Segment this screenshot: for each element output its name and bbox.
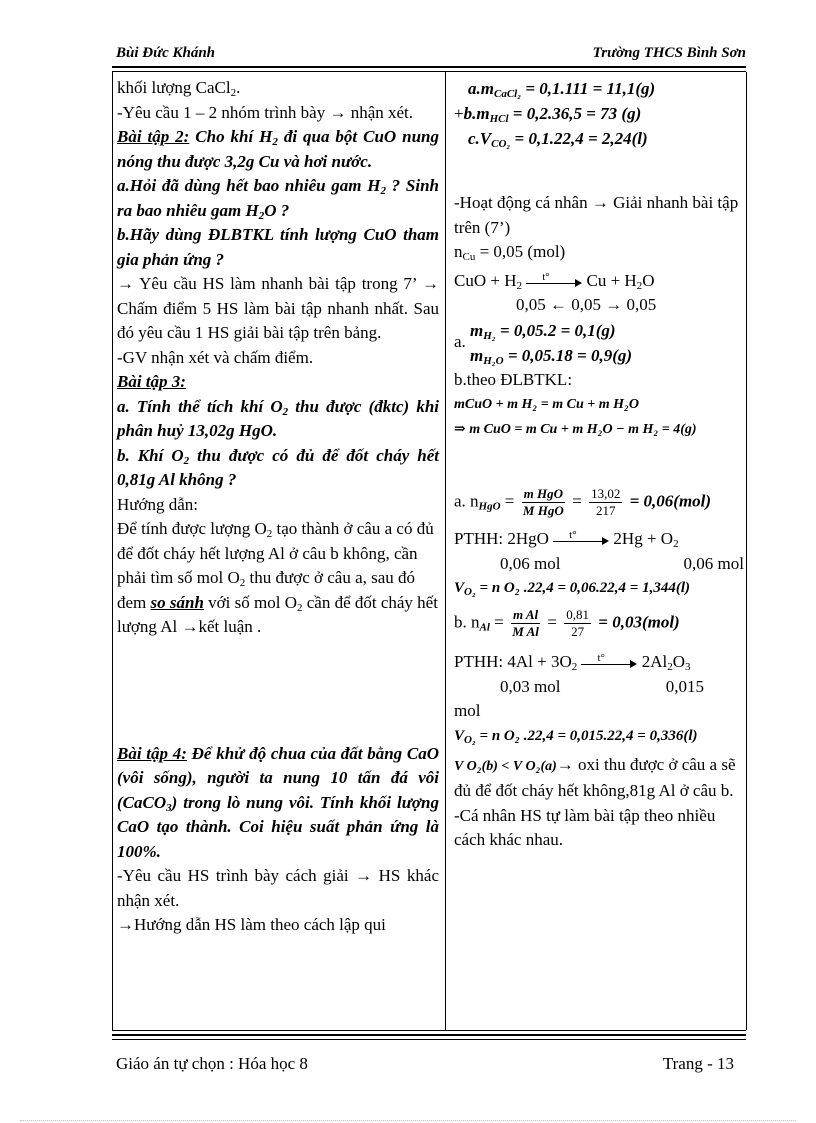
exercise-3-question-b: b. Khí $O_2$ thu được có đủ để đốt cháy hết 0,81g Al không ? — [117, 445, 440, 489]
header-school: Trường THCS Bình Sơn — [592, 45, 746, 61]
page-edge-divider — [20, 1120, 796, 1121]
equation-al-moles-unit: mol — [454, 701, 481, 720]
mass-conservation-2: ⇒ m CuO = m Cu + m H₂O − m H₂ = 4(g) — [454, 422, 697, 437]
guide-heading: Hướng dẫn: — [117, 494, 198, 514]
equation-al-o2: PTHH: $4Al + 3O_2$ t° $2Al_2O_3$ — [454, 652, 691, 673]
exercise-4-request: -Yêu cầu HS trình bày cách giải → HS khác nhận xét. — [117, 866, 439, 910]
table-right-border — [746, 72, 747, 1030]
header-author: Bùi Đức Khánh — [116, 45, 216, 61]
heat-arrow-icon: t° — [553, 535, 609, 545]
exercise-4-guide: →Hướng dẫn HS làm theo cách lập qui — [117, 915, 386, 934]
moles-al: b. $n_{Al}$ = $\frac{\text{m Al}}{\text{M Al}}$ = $\frac{0,81}{27}$ = 0,03(mol) — [454, 607, 680, 639]
exercise-2: Bài tập 2: Cho khí $H_2$ đi qua bột CuO nung nóng thu được 3,2g Cu và hơi nước. — [117, 127, 439, 171]
comparison: V O₂(b) < V O₂(a)→ oxi thu được ở câu a sẽ đủ để đốt cháy hết không,81g Al ở câu b. — [454, 754, 736, 800]
equation-cuo-h2: CuO + $H_2$ t° $Cu + H_2O$ — [454, 270, 655, 292]
heat-arrow-icon: t° — [581, 658, 637, 668]
volume-o2-b: $V_{O_2} = n$ O₂ .22,4 = 0,015.22,4 = 0,336(l) — [454, 727, 698, 746]
bottom-rule-2 — [112, 1034, 746, 1036]
formula-volume-co2: $c.V_{CO_2} = 0,1.22,4 = 2,24(l)$ — [468, 129, 648, 150]
student-activity: -Hoạt động cá nhân → Giải nhanh bài tập trên (7’) — [454, 193, 739, 237]
volume-o2-a: $V_{O_2} = n$ O₂ .22,4 = 0,06.22,4 = 1,344(l) — [454, 580, 691, 598]
footer-page-number: Trang - 13 — [662, 1054, 734, 1073]
table-left-border — [112, 72, 113, 1030]
equation-hgo-moles: 0,06 mol 0,06 mol — [500, 553, 744, 573]
answer-a: a. $m_{H_2} = 0,05.2 = 0,1(g)$ $m_{H_2O} = 0,05.18 = 0,9(g)$ — [454, 318, 744, 368]
student-final-note: -Cá nhân HS tự làm bài tập theo nhiều cách khác nhau. — [454, 805, 716, 849]
answer-b-label: b.theo ĐLBTKL: — [454, 369, 573, 389]
bottom-rule-1 — [112, 1030, 746, 1031]
exercise-2-request: → Yêu cầu HS làm nhanh bài tập trong 7’ → Chấm điểm 5 HS làm bài tập nhanh nhất. Sau đó yêu cầu 1 HS giải bài tập trên bảng. — [117, 274, 439, 342]
student-column — [454, 76, 744, 853]
moles-cu: $n_{Cu} = 0,05$ (mol) — [454, 242, 566, 263]
top-rule-1 — [112, 66, 746, 68]
teacher-column — [117, 76, 439, 938]
mass-h2: $m_{H_2} = 0,05.2 = 0,1(g)$ — [470, 320, 616, 342]
equation-cuo-moles: 0,05 ← 0,05 → 0,05 — [516, 295, 657, 314]
bottom-rule-3 — [112, 1039, 746, 1040]
exercise-3-question-a: a. Tính thể tích khí $O_2$ thu được (đktc) khi phân huỷ 13,02g HgO. — [117, 396, 439, 440]
left-request-1: -Yêu cầu 1 – 2 nhóm trình bày → nhận xét. — [117, 102, 414, 122]
formula-mass-cacl2: $a.m_{CaCl_2} = 0,1.111 = 11,1(g)$ — [468, 79, 656, 100]
exercise-4-label: Bài tập 4: — [117, 743, 187, 763]
equation-al-moles: 0,03 mol 0,015 — [500, 676, 704, 696]
footer-course: Giáo án tự chọn : Hóa học 8 — [116, 1054, 308, 1073]
mass-h2o: $m_{H_2O} = 0,05.18 = 0,9(g)$ — [470, 345, 633, 367]
mass-conservation-1: mCuO + m H₂ = m Cu + m H₂O — [454, 397, 640, 412]
table-mid-divider — [445, 72, 446, 1030]
top-rule-2 — [112, 71, 746, 72]
exercise-2-grading: -GV nhận xét và chấm điểm. — [117, 347, 314, 367]
exercise-4: Bài tập 4: Để khử độ chua của đất bằng CaO (vôi sống), người ta nung 10 tấn đá vôi (CaCO$_3$) trong lò nung vôi. Tính khối lượng CaO tạo thành. Coi hiệu suất phản ứng là 100%. — [117, 743, 439, 861]
exercise-2-label: Bài tập 2: — [117, 127, 190, 146]
formula-mass-hcl: $+b.m_{HCl} = 0,2.36,5 = 73$ (g) — [454, 104, 642, 125]
left-line-1: khối lượng CaCl$_2$. — [117, 78, 241, 99]
guide-text: Để tính được lượng $O_2$ tạo thành ở câu a có đủ để đốt cháy hết lượng Al ở câu b không, cần phải tìm số mol $O_2$ thu được ở câu a, sau đó đem so sánh với số mol $O_2$ cần để đốt cháy hết lượng Al →kết luận . — [117, 519, 438, 636]
moles-hgo: a. $n_{HgO}$ = $\frac{\text{m HgO}}{\text{M HgO}}$ = $\frac{13,02}{217}$ = 0,06(mol) — [454, 486, 712, 518]
exercise-3-label: Bài tập 3: — [117, 372, 186, 391]
exercise-2-question-a: a.Hỏi đã dùng hết bao nhiêu gam $H_2$ ? Sinh ra bao nhiêu gam $H_2O$ ? — [117, 176, 439, 222]
equation-hgo: PTHH: 2HgO t° $2Hg + O_2$ — [454, 529, 679, 550]
heat-arrow-icon: t° — [526, 277, 582, 287]
exercise-2-question-b: b.Hãy dùng ĐLBTKL tính lượng CuO tham gia phản ứng ? — [117, 225, 439, 269]
